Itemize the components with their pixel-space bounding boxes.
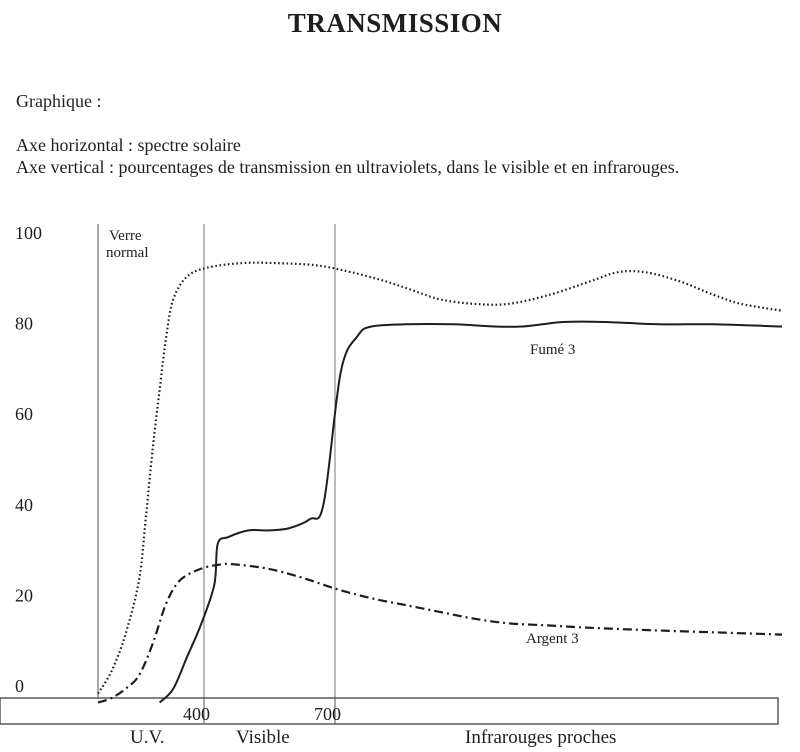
region-divider-lines [98, 224, 335, 698]
axis-horizontal-description: Axe horizontal : spectre solaire [16, 135, 241, 155]
x-tick-label-700: 700 [314, 704, 341, 724]
series-label-argent-3: Argent 3 [526, 631, 579, 647]
region-label-visible: Visible [236, 727, 290, 748]
y-tick-labels [15, 223, 42, 696]
intro-text: Graphique : [16, 91, 102, 111]
y-tick-60: 60 [15, 404, 33, 425]
page-title: TRANSMISSION [287, 8, 503, 38]
region-label-infrared: Infrarouges proches [465, 727, 617, 748]
y-tick-40: 40 [15, 494, 33, 515]
spectrum-bar [0, 698, 778, 724]
y-tick-20: 20 [15, 585, 33, 606]
x-tick-label-400: 400 [183, 704, 210, 724]
series-lines [98, 263, 782, 703]
axis-vertical-description: Axe vertical : pourcentages de transmission en ultraviolets, dans le visible et en infrarouges. [16, 157, 680, 177]
region-label-uv: U.V. [130, 727, 165, 748]
series-label-verre-normal: Verre normal [106, 228, 149, 261]
y-tick-0: 0 [15, 676, 24, 696]
series-line-argent-3 [98, 564, 782, 703]
y-tick-100: 100 [15, 223, 42, 243]
series-label-fume-3: Fumé 3 [530, 342, 576, 358]
series-line-verre-normal [98, 263, 782, 694]
y-tick-80: 80 [15, 313, 33, 334]
series-line-fumé-3 [160, 322, 782, 703]
